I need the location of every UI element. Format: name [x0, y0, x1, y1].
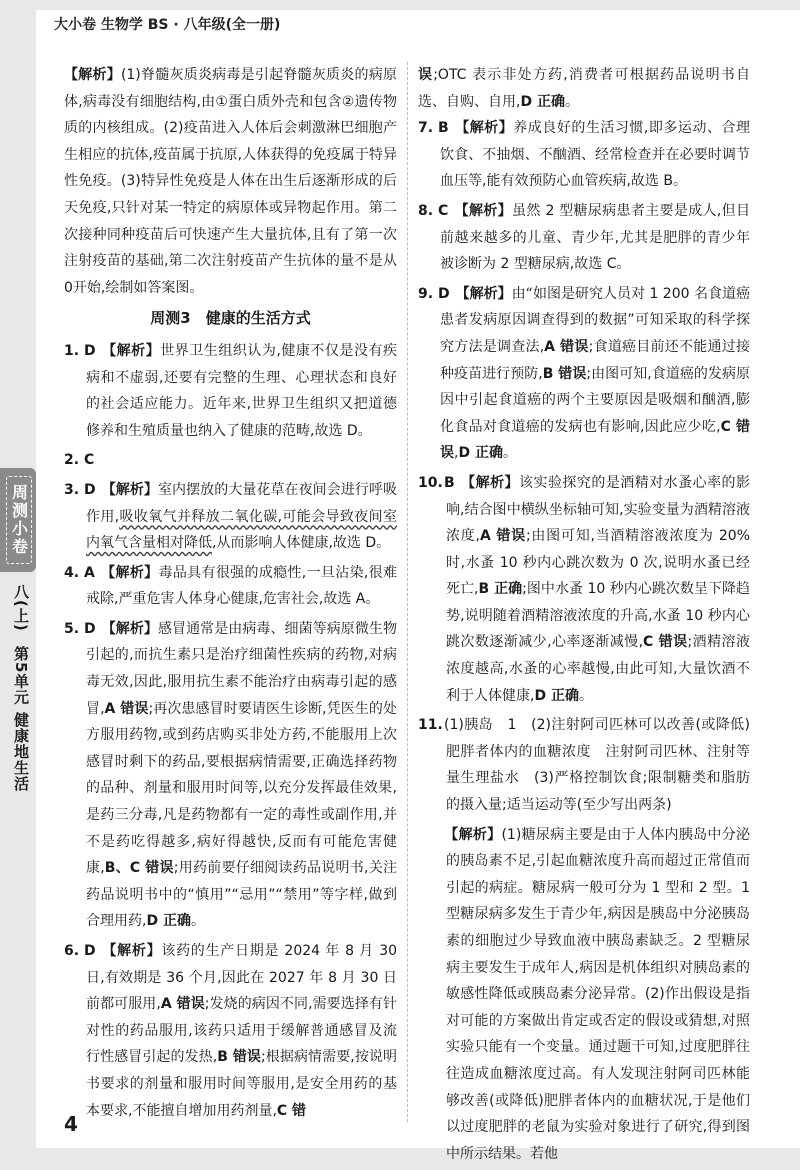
analysis-tag: 【解析】 [454, 202, 512, 219]
explanation-text: ;食道癌目前还不能通过接种疫苗进行预防, [440, 338, 751, 382]
question-3 [64, 477, 397, 557]
verdict-text: D 正确 [534, 687, 579, 704]
explanation-text: 。 [578, 687, 593, 704]
explanation-text: 。 [564, 93, 579, 110]
question-number: 4. [64, 564, 80, 581]
intro-text: (1)脊髓灰质炎病毒是引起脊髓灰质炎的病原体,病毒没有细胞结构,由①蛋白质外壳和包含②遗传物质的内核组成。(2)疫苗进入人体后会刺激淋巴细胞产生相应的抗体,疫苗属于抗原,人体获得的免疫属于特异性免疫。(3)特异性免疫是人体在出生后逐渐形成的后天免疫,只针对某一特定的病原体或异物起作用。第二次接种同种疫苗后可快速产生大量抗体,且有了第一次注射疫苗的基础,第二次注射疫苗产生抗体的量不是从0开始,绘制如答案图。 [64, 67, 397, 296]
question-number: 6. [64, 943, 80, 959]
verdict-text: C 错误 [643, 634, 688, 651]
side-tab [0, 468, 36, 572]
answer-letter: D [84, 620, 96, 637]
verdict-text: B、C 错误 [104, 860, 174, 877]
analysis-tag: 【解析】 [101, 620, 158, 637]
explanation-text: , [454, 445, 459, 462]
analysis-tag: 【解析】 [101, 481, 158, 498]
verdict-text: D 正确 [458, 445, 503, 462]
answer-letter: D [84, 943, 96, 959]
answer-letter: B [444, 474, 455, 491]
question-4 [64, 560, 397, 613]
section-title: 周测3 健康的生活方式 [150, 309, 311, 328]
question-number: 1. [64, 342, 80, 359]
question-6 [64, 938, 397, 1124]
question-number: 11. [418, 717, 443, 734]
answer-letter: B [438, 120, 449, 137]
underlined-text: 吸收氧气并释放二氧化碳,可能会导致夜间室内氧气含量相对降低 [86, 508, 397, 552]
question-7 [418, 115, 750, 195]
explanation-text: ;OTC 表示非处方药,消费者可根据药品说明书自选、自购、自用, [418, 67, 750, 110]
explanation-text: 室内摆放的大量花草在夜间会进行呼吸作用, [86, 481, 397, 525]
explanation-text: 。 [502, 445, 517, 462]
explanation-text: ;用药前要仔细阅读药品说明书,关注药品说明书中的“慎用”“忌用”“禁用”等字样,做到合理用药, [86, 860, 397, 930]
answer-letter: C [438, 202, 449, 219]
question-5 [64, 616, 397, 935]
explanation-text: 该实验探究的是酒精对水蚤心率的影响,结合图中横纵坐标轴可知,实验变量为酒精溶液浓度, [446, 474, 751, 545]
explanation-text: 养成良好的生活习惯,即多运动、合理饮食、不抽烟、不酗酒、经常检查并在必要时调节血压等,能有效预防心血管疾病,故选 B。 [440, 120, 751, 190]
question-2 [64, 447, 397, 474]
intro-paragraph [64, 62, 397, 301]
side-grade: 八(上) [12, 584, 30, 632]
answer-letter: D [84, 342, 96, 359]
analysis-tag: 【解析】 [101, 943, 162, 959]
side-tab-label: 周测小卷 [6, 476, 32, 564]
analysis-tag: 【解析】 [64, 67, 121, 83]
explanation-text: 虽然 2 型糖尿病患者主要是成人,但目前越来越多的儿童、青少年,尤其是肥胖的青少年被诊断为 2 型糖尿病,故选 C。 [440, 202, 751, 273]
question-number: 7. [418, 120, 434, 137]
column-divider [407, 62, 408, 1122]
left-column [64, 62, 397, 1127]
verdict-text: B 正确 [478, 581, 523, 598]
side-unit: 第5单元 健康地生活 [12, 646, 30, 792]
answer-letter: C [84, 452, 95, 469]
analysis-tag: 【解析】 [444, 826, 502, 843]
question-number: 5. [64, 620, 80, 637]
verdict-text: B 错误 [217, 1049, 261, 1066]
answer-letter: D [84, 481, 96, 498]
question-6-continued [418, 62, 750, 115]
verdict-text: A 错误 [544, 338, 589, 355]
explanation-text: 由“如图是研究人员对 1 200 名食道癌患者发病原因调查得到的数据”可知采取的科学探究方法是调查法, [440, 285, 751, 355]
verdict-text: B 错误 [542, 365, 587, 382]
analysis-tag: 【解析】 [460, 474, 520, 491]
explanation-text: ;酒精溶液浓度越高,水蚤的心率越慢,由此可知,大量饮酒不利于人体健康, [446, 634, 750, 704]
explanation-text: ;由图可知,当酒精溶液浓度为 20% 时,水蚤 10 秒内心跳次数为 0 次,说明水蚤已经死亡, [446, 528, 751, 598]
question-10 [418, 470, 750, 709]
explanation-text: ;根据病情需要,按说明书要求的剂量和服用时间等服用,是安全用药的基本要求,不能擅自增加用药剂量, [86, 1049, 397, 1119]
analysis-tag: 【解析】 [455, 285, 512, 302]
question-11-analysis [418, 822, 750, 1168]
verdict-text: C 错误 [440, 418, 750, 462]
page-header: 大小卷 生物学 BS · 八年级(全一册) [54, 17, 281, 33]
explanation-text: ,从而影响人体健康,故选 D。 [212, 535, 391, 552]
explanation-text: (1)糖尿病主要是由于人体内胰岛中分泌的胰岛素不足,引起血糖浓度升高而超过正常值而引起的病症。糖尿病一般可分为 1 型和 2 型。1 型糖尿病多发生于青少年,病因是胰岛中分泌胰岛素的细胞过少导致血液中胰岛素缺乏。2 型糖尿病主要发生于成年人,病因是机体组织对胰岛素的敏感性降低或胰岛素分泌异常。(2)作出假设是指对可能的方案做出肯定或否定的假设或猜想,对照实验只能有一个变量。通过题干可知,过度肥胖往往造成血糖浓度过高。有人发现注射阿司匹林能够改善(或降低)肥胖者体内的血糖状况,于是他们以过度肥胖的老鼠为实验对象进行了研究,得到图中所示结果。若他 [446, 826, 750, 1162]
question-1 [64, 338, 397, 444]
question-9 [418, 281, 750, 467]
explanation-text: 。 [190, 913, 205, 930]
answer-text: (1)胰岛 1 (2)注射阿司匹林可以改善(或降低)肥胖者体内的血糖浓度 注射阿司匹林、注射等量生理盐水 (3)严格控制饮食;限制糖类和脂肪的摄入量;适当运动等(至少写出两条) [444, 717, 750, 814]
explanation-text: 世界卫生组织认为,健康不仅是没有疾病和不虚弱,还要有完整的生理、心理状态和良好的社会适应能力。近年来,世界卫生组织又把道德修养和生殖质量也纳入了健康的范畴,故选 D。 [86, 342, 398, 439]
explanation-text: ;由图可知,食道癌的发病原因中引起食道癌的两个主要原因是吸烟和酗酒,膨化食品对食道癌的发病也有影响,因此应少吃, [440, 365, 751, 435]
verdict-text: A 错误 [160, 996, 205, 1013]
question-number: 9. [418, 285, 434, 302]
question-11 [418, 712, 750, 818]
explanation-text: 毒品具有很强的成瘾性,一旦沾染,很难戒除,严重危害人体身心健康,危害社会,故选 A。 [86, 564, 398, 608]
verdict-text: D 正确 [146, 913, 191, 930]
verdict-text: C 错 [276, 1102, 307, 1119]
answer-letter: D [438, 285, 450, 302]
analysis-tag: 【解析】 [100, 564, 159, 581]
explanation-text: 感冒通常是由病毒、细菌等病原微生物引起的,而抗生素只是治疗细菌性疾病的药物,对病毒无效,因此,服用抗生素不能治疗由病毒引起的感冒, [86, 620, 397, 717]
explanation-text: ;图中水蚤 10 秒内心跳次数呈下降趋势,说明随着酒精溶液浓度的升高,水蚤 10 秒内心跳次数逐渐减少,心率逐渐减慢, [446, 581, 751, 651]
analysis-tag: 【解析】 [101, 342, 161, 359]
question-number: 2. [64, 452, 80, 469]
explanation-text: 该药的生产日期是 2024 年 8 月 30 日,有效期是 36 个月,因此在 2027 年 8 月 30 日前都可服用, [86, 943, 398, 1013]
answer-letter: A [84, 564, 95, 581]
analysis-tag: 【解析】 [454, 120, 514, 137]
explanation-text: ;再次患感冒时要请医生诊断,凭医生的处方服用药物,或到药店购买非处方药,不能服用上次感冒时剩下的药品,要根据病情需要,正确选择药物的品种、剂量和服用时间等,以充分发挥最佳效果,是药三分毒,凡是药物都有一定的毒性或副作用,并不是药吃得越多,病好得越快,反而有可能危害健康, [86, 700, 397, 877]
verdict-text: A 错误 [104, 700, 149, 717]
verdict-text: D 正确 [520, 93, 565, 110]
question-number: 8. [418, 202, 434, 219]
right-column [418, 62, 750, 1170]
page-number: 4 [64, 1112, 78, 1136]
verdict-text: A 错误 [479, 528, 526, 545]
explanation-text: ;发烧的病因不同,需要选择有针对性的药品服用,该药只适用于缓解普通感冒及流行性感冒引起的发热, [86, 996, 397, 1066]
question-number: 3. [64, 481, 80, 498]
verdict-text: 误 [418, 67, 434, 83]
question-8 [418, 198, 750, 278]
question-number: 10. [418, 474, 443, 491]
